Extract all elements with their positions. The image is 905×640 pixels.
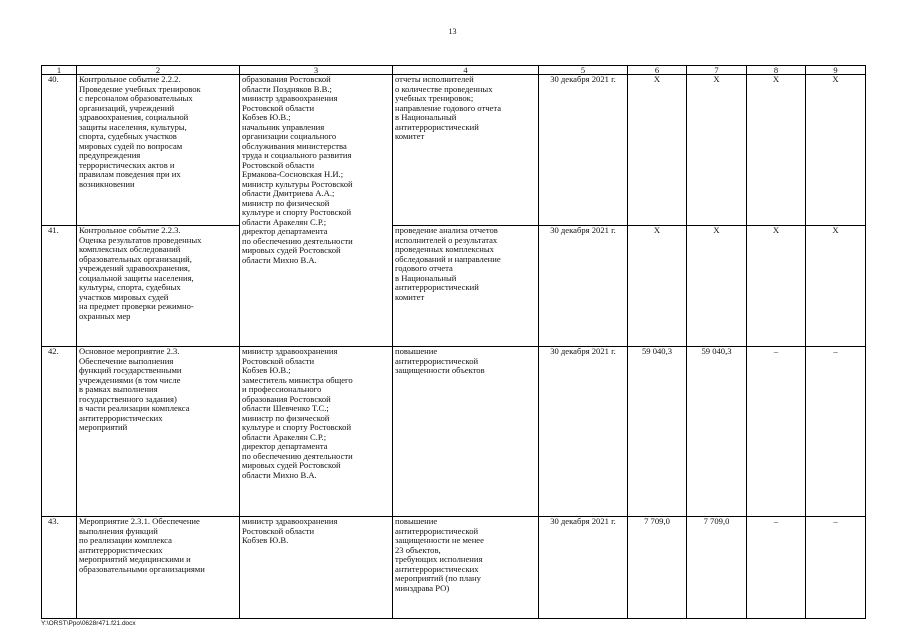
header-cell: 9 bbox=[806, 66, 866, 75]
value-cell: Х bbox=[628, 75, 687, 226]
table-row bbox=[42, 347, 866, 517]
value-cell: 59 040,3 bbox=[687, 347, 747, 517]
date-cell: 30 декабря 2021 г. bbox=[539, 75, 628, 226]
result-cell: проведение анализа отчетов исполнителей о результатах проведенных комплексных обследований и направление годового отчета в Национальный антитеррористический комитет bbox=[393, 226, 539, 347]
date-cell: 30 декабря 2021 г. bbox=[539, 347, 628, 517]
row-number: 41. bbox=[42, 226, 77, 347]
value-cell: – bbox=[747, 347, 806, 517]
row-number: 42. bbox=[42, 347, 77, 517]
header-cell: 8 bbox=[747, 66, 806, 75]
value-cell: Х bbox=[806, 75, 866, 226]
value-cell: – bbox=[806, 347, 866, 517]
activity-table bbox=[41, 65, 866, 619]
row-number: 40. bbox=[42, 75, 77, 226]
header-cell: 6 bbox=[628, 66, 687, 75]
value-cell: 7 709,0 bbox=[687, 517, 747, 619]
result-cell: повышение антитеррористической защищенности объектов bbox=[393, 347, 539, 517]
event-cell: Контрольное событие 2.2.2. Проведение учебных тренировок с персоналом образовательных организаций, учреждений здравоохранения, социальной защиты населения, культуры, спорта, судебных участков мировых судей по вопросам предупреждения террористических актов и правилам поведения при их возникновении bbox=[77, 75, 240, 226]
value-cell: Х bbox=[747, 226, 806, 347]
executors-cell: министр здравоохранения Ростовской области Кобзев Ю.В. bbox=[240, 517, 393, 619]
value-cell: Х bbox=[806, 226, 866, 347]
result-cell: отчеты исполнителей о количестве проведенных учебных тренировок; направление годового отчета в Национальный антитеррористический комитет bbox=[393, 75, 539, 226]
value-cell: – bbox=[806, 517, 866, 619]
row-number: 43. bbox=[42, 517, 77, 619]
executors-cell: министр здравоохранения Ростовской области Кобзев Ю.В.; заместитель министра общего и профессионального образования Ростовской области Шевченко Т.С.; министр по физической культуре и спорту Ростовской области Аракелян С.Р.; директор департамента по обеспечению деятельности мировых судей Ростовской области Михно В.А. bbox=[240, 347, 393, 517]
page-number: 13 bbox=[448, 27, 457, 36]
executors-cell: образования Ростовской области Поздняков В.В.; министр здравоохранения Ростовской области Кобзев Ю.В.; начальник управления организации социального обслуживания министерства труда и социального развития Ростовской области Ермакова-Сосновская Н.И.; министр культуры Ростовской области Дмитриева А.А.; министр по физической культуре и спорту Ростовской области Аракелян С.Р.; директор департамента по обеспечению деятельности мировых судей Ростовской области Михно В.А. bbox=[240, 75, 393, 347]
value-cell: Х bbox=[747, 75, 806, 226]
file-path-footer: Y:\ORST\Ppo\0628r471.f21.docx bbox=[41, 620, 136, 627]
value-cell: 7 709,0 bbox=[628, 517, 687, 619]
value-cell: – bbox=[747, 517, 806, 619]
event-cell: Контрольное событие 2.2.3. Оценка результатов проведенных комплексных обследований образовательных организаций, учреждений здравоохранения, социальной защиты населения, культуры, спорта, судебных участков мировых судей на предмет проверки режимно- охранных мер bbox=[77, 226, 240, 347]
header-cell: 1 bbox=[42, 66, 77, 75]
value-cell: Х bbox=[628, 226, 687, 347]
result-cell: повышение антитеррористической защищенности не менее 23 объектов, требующих исполнения антитеррористических мероприятий (по плану минздрава РО) bbox=[393, 517, 539, 619]
date-cell: 30 декабря 2021 г. bbox=[539, 517, 628, 619]
header-cell: 7 bbox=[687, 66, 747, 75]
table-row bbox=[42, 226, 866, 347]
value-cell: 59 040,3 bbox=[628, 347, 687, 517]
header-row bbox=[42, 66, 866, 75]
value-cell: Х bbox=[687, 75, 747, 226]
header-cell: 5 bbox=[539, 66, 628, 75]
table-row bbox=[42, 75, 866, 226]
event-cell: Мероприятие 2.3.1. Обеспечение выполнения функций по реализации комплекса антитеррористических мероприятий медицинскими и образовательными организациями bbox=[77, 517, 240, 619]
table-row bbox=[42, 517, 866, 619]
event-cell: Основное мероприятие 2.3. Обеспечение выполнения функций государственными учреждениями (в том числе в рамках выполнения государственного задания) в части реализации комплекса антитеррористических мероприятий bbox=[77, 347, 240, 517]
header-cell: 2 bbox=[77, 66, 240, 75]
header-cell: 3 bbox=[240, 66, 393, 75]
header-cell: 4 bbox=[393, 66, 539, 75]
date-cell: 30 декабря 2021 г. bbox=[539, 226, 628, 347]
value-cell: Х bbox=[687, 226, 747, 347]
